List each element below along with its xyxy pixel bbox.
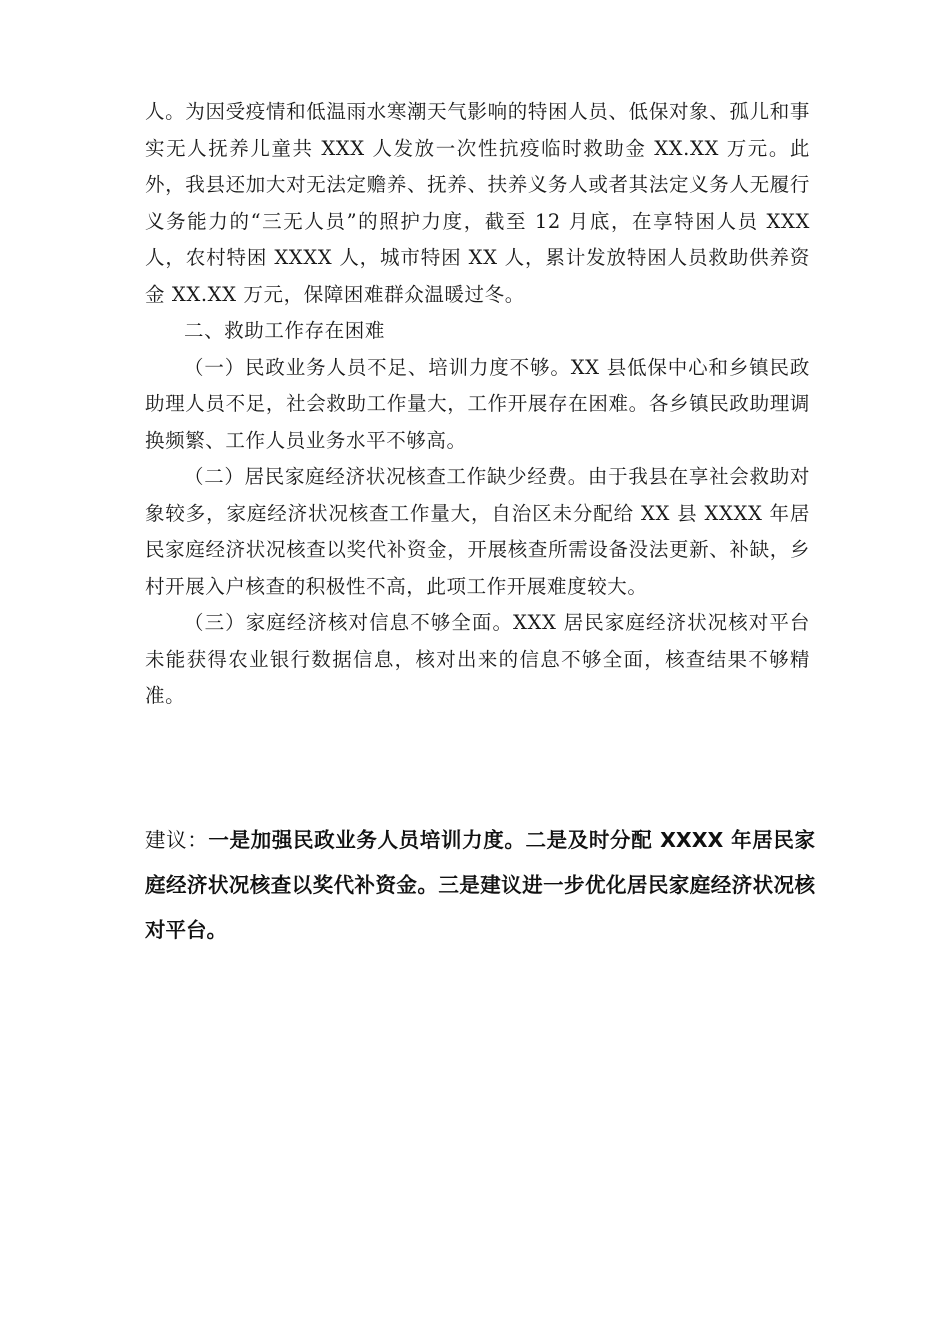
paragraph-difficulty-3: （三）家庭经济核对信息不够全面。XXX 居民家庭经济状况核对平台未能获得农业银行数据信息，核对出来的信息不够全面，核查结果不够精准。 <box>145 611 810 707</box>
suggestion-item-3: 三是建议进一步优化居民家庭经济状况核对平台。 <box>145 873 816 942</box>
suggestion-item-1: 一是加强民政业务人员培训力度。 <box>208 828 526 852</box>
suggestion-label: 建议： <box>145 828 209 852</box>
suggestion-paragraph <box>145 818 815 953</box>
document-body <box>145 94 810 715</box>
paragraph-difficulty-2: （二）居民家庭经济状况核查工作缺少经费。由于我县在享社会救助对象较多，家庭经济状况核查工作量大，自治区未分配给 XX 县 XXXX 年居民家庭经济状况核查以奖代补资金，开展核查所需设备没法更新、补缺，乡村开展入户核查的积极性不高，此项工作开展难度较大。 <box>145 465 810 598</box>
paragraph-continuation: 人。为因受疫情和低温雨水寒潮天气影响的特困人员、低保对象、孤儿和事实无人抚养儿童共 XXX 人发放一次性抗疫临时救助金 XX.XX 万元。此外，我县还加大对无法定赡养、抚养、扶养义务人或者其法定义务人无履行义务能力的“三无人员”的照护力度，截至 12 月底，在享特困人员 XXX 人，农村特困 XXXX 人，城市特困 XX 人，累计发放特困人员救助供养资金 XX.XX 万元，保障困难群众温暖过冬。 <box>145 100 810 306</box>
suggestion-item-2: 二是及时分配 XXXX 年居民家庭经济状况核查以奖代补资金。 <box>145 828 816 897</box>
paragraph-difficulty-1: （一）民政业务人员不足、培训力度不够。XX 县低保中心和乡镇民政助理人员不足，社会救助工作量大，工作开展存在困难。各乡镇民政助理调换频繁、工作人员业务水平不够高。 <box>145 355 810 452</box>
suggestion-block <box>145 818 815 953</box>
section-heading: 二、救助工作存在困难 <box>184 319 386 342</box>
